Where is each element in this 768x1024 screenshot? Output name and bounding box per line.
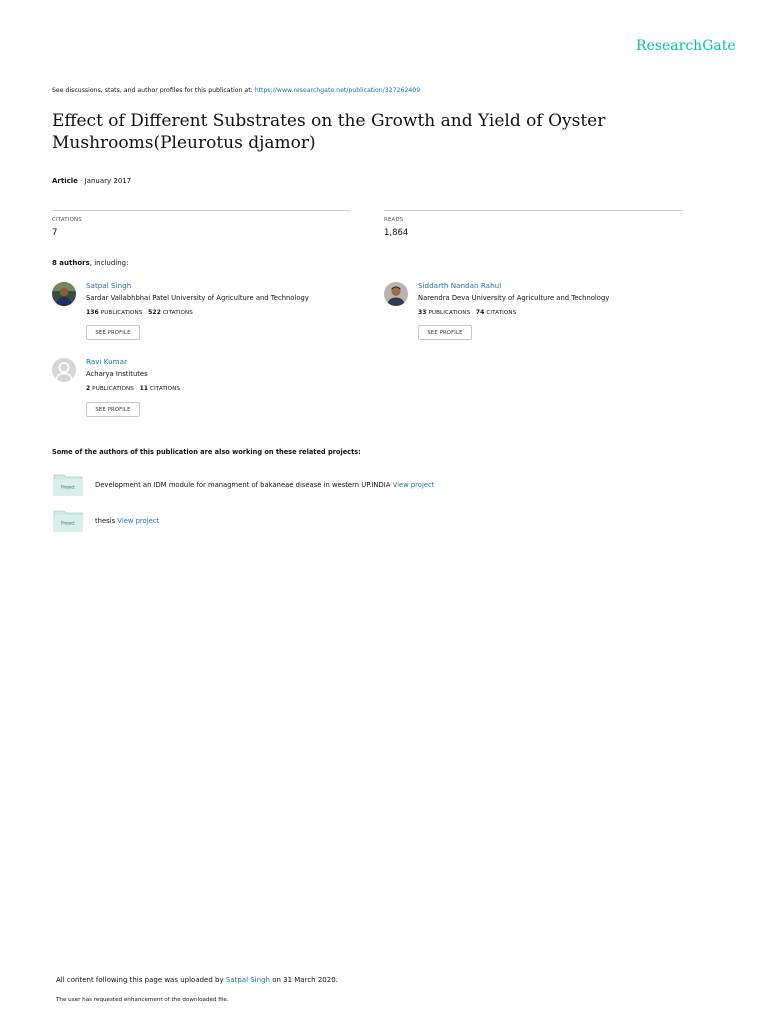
author-stats: [418, 309, 516, 316]
author-institution: Acharya Institutes: [86, 370, 148, 378]
author-citations-label: CITATIONS: [150, 386, 181, 392]
author-photo-icon: [52, 282, 76, 306]
citations-divider: [52, 210, 350, 211]
publication-url-link[interactable]: https://www.researchgate.net/publication/327262409: [254, 87, 421, 94]
author-publications-label: PUBLICATIONS: [428, 310, 471, 316]
author-name-link[interactable]: Satpal Singh: [86, 281, 132, 290]
enhancement-note: The user has requested enhancement of the downloaded file.: [56, 997, 229, 1003]
reads-divider: [384, 210, 683, 211]
article-meta: [52, 177, 131, 185]
default-avatar-icon: [52, 358, 76, 382]
article-date: · January 2017: [80, 177, 132, 185]
project-icon-label: Project: [61, 520, 75, 526]
author-name-link[interactable]: Ravi Kumar: [86, 357, 128, 366]
citations-value: 7: [52, 228, 58, 238]
project-icon-label: Project: [61, 484, 75, 490]
author-publications-label: PUBLICATIONS: [100, 310, 143, 316]
project-title: thesis: [95, 517, 116, 525]
researchgate-logo[interactable]: ResearchGate: [636, 38, 736, 54]
avatar[interactable]: [52, 358, 76, 382]
author-institution: Sardar Vallabhbhai Patel University of Agriculture and Technology: [86, 294, 309, 302]
see-profile-button[interactable]: SEE PROFILE: [86, 325, 140, 340]
author-citations-label: CITATIONS: [162, 310, 193, 316]
see-profile-button[interactable]: SEE PROFILE: [86, 402, 140, 417]
avatar[interactable]: [52, 282, 76, 306]
view-project-link[interactable]: View project: [392, 481, 435, 489]
reads-value: 1,864: [384, 228, 409, 238]
article-title: [52, 110, 652, 154]
project-item: [95, 517, 159, 525]
view-project-link[interactable]: View project: [117, 517, 160, 525]
see-discussions-text: See discussions, stats, and author profiles for this publication at:: [52, 87, 253, 94]
authors-count: 8 authors: [52, 259, 90, 267]
project-item: [95, 481, 434, 489]
author-publications-count: 136: [86, 309, 99, 316]
author-citations-count: 74: [475, 309, 485, 316]
author-photo-icon: [384, 282, 408, 306]
see-discussions-line: [52, 87, 420, 94]
avatar[interactable]: [384, 282, 408, 306]
author-stats: [86, 385, 180, 392]
author-citations-label: CITATIONS: [486, 310, 517, 316]
reads-label: READS: [384, 217, 404, 223]
folder-icon: [53, 473, 83, 497]
article-title-line-2: Mushrooms(Pleurotus djamor): [52, 133, 316, 153]
authors-heading: [52, 259, 128, 267]
author-citations-count: 522: [148, 309, 161, 316]
uploaded-by-line: [56, 976, 338, 984]
article-title-line-1: Effect of Different Substrates on the Growth and Yield of Oyster: [52, 111, 606, 131]
related-projects-heading: Some of the authors of this publication are also working on these related projects:: [52, 448, 361, 456]
uploaded-suffix: on 31 March 2020.: [272, 976, 338, 984]
project-folder-icon[interactable]: [53, 473, 83, 497]
project-folder-icon[interactable]: [53, 509, 83, 533]
article-type: Article: [52, 177, 78, 185]
author-stats: [86, 309, 193, 316]
author-institution: Narendra Deva University of Agriculture and Technology: [418, 294, 610, 302]
author-publications-count: 33: [418, 309, 427, 316]
author-name-link[interactable]: Siddarth Nandan Rahul: [418, 281, 502, 290]
authors-including: , including:: [89, 259, 129, 267]
uploader-link[interactable]: Satpal Singh: [225, 976, 270, 984]
see-profile-button[interactable]: SEE PROFILE: [418, 325, 472, 340]
author-publications-label: PUBLICATIONS: [92, 386, 134, 392]
folder-icon: [53, 509, 83, 533]
author-publications-count: 2: [86, 385, 91, 392]
citations-label: CITATIONS: [52, 217, 82, 223]
uploaded-prefix: All content following this page was uploaded by: [56, 976, 224, 984]
project-title: Development an IDM module for managment of bakaneae disease in western UP.INDIA: [95, 481, 391, 489]
author-citations-count: 11: [139, 385, 149, 392]
